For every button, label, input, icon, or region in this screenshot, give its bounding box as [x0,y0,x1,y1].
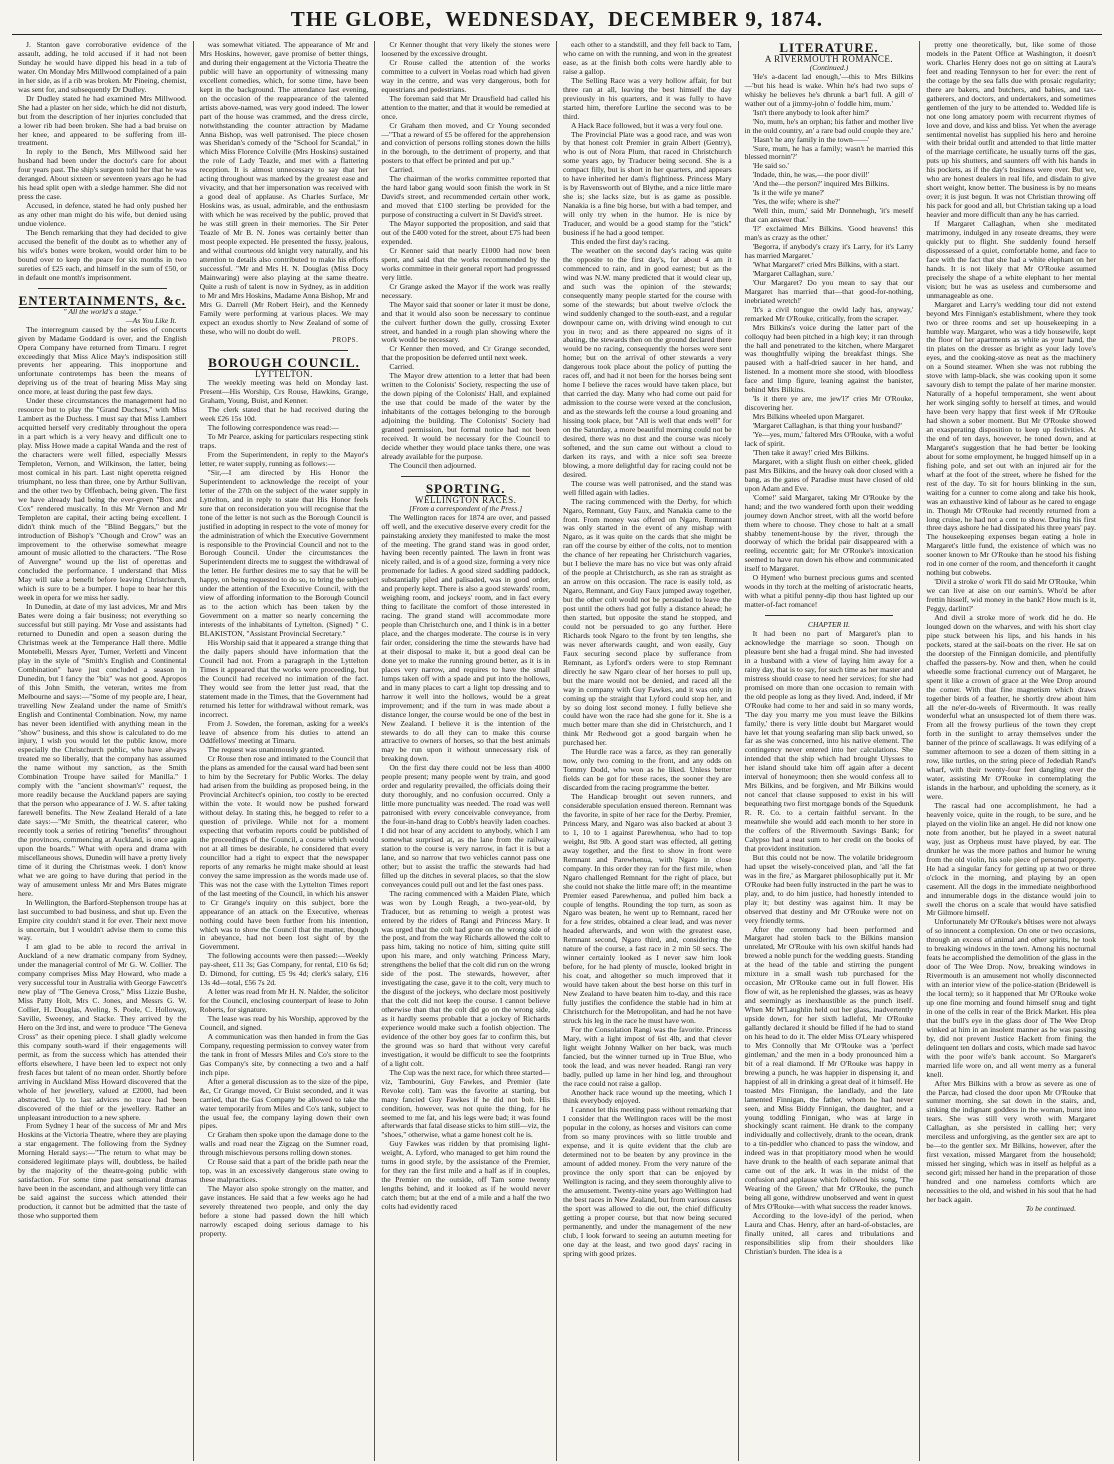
paragraph: 'He's a-dacent lad enough,'—this to Mrs Bilkins—'but his head is wake. Whin he's had two sups o' whisky he believes he's dhrunk a bar'l full. A gill o' wather out of a jimmy-john o' foddle him, mum.' [744,71,914,108]
borough-council-subheading: LYTTELTON. [255,369,313,380]
paragraph: 'Sure, mum, he has a family; wasn't he married this blessed mornin'?' [744,143,914,162]
paragraph: The rascal had one accomplishment, he had a heavenly voice, quite in the rough, to be sure, and he played on the violin like an angel. He did not know one note from another, but he played in a sweet natural way, just as Orpheus must have played, by ear. The drunker he was the more pathos and humor he wrung from the old violin, his sole piece of personal property. He had a singular fancy for getting up at two or three o'clock in the morning, and playing by an open casement. All the dogs in the immediate neighborhood and innumerable dogs in the distance would join to swell the chorus on a scale that would have satisfied Mr Gilmore himself. [926,801,1096,918]
paragraph: The racing commenced with a Maiden Plate, which was won by Lough Reagh, a two-year-old, by Traducer, but as returning to weigh a protest was entered by the riders of Rangi and Princess Mary. It was urged that the colt had gone on the wrong side of the post, and from the way Richards allowed the colt to pass him, taking no notice of him, sitting quite still upon his mare, and only watching Princess Mary, strengthens the belief that the colt did run on the wrong side of the post. The stewards, however, after investigating the case, gave it to the colt, very much to the disgust of the jockeys, who declare most positively that the colt did not keep the course. I cannot believe otherwise than that the colt did go on the wrong side, as it hardly seems probable that a jockey of Richards experience would make such a foolish objection. The evidence of the other boy goes far to confirm this, but the ground was so hard that without very careful investigation, it would be difficult to see the footprints of a light colt. [381,888,550,1068]
paragraph: 'It's a civil tongue the owld lady has, anyway,' remarked Mr O'Rouke, critically, from the scraper. [744,304,914,323]
paragraph: This ended the first day's racing. [571,236,670,246]
paragraph: The Mayor drew attention to a letter that had been written to the Colonists' Society, respecting the use of the down piping of the Colonists' Hall, and explained the use that could be made of the water by the inhabitants of the cottages belonging to the borough adjoining the building. The Colonists' Society had granted permission, but formal notice had not been received. It would be necessary for the Council to decide whether they would place tanks there, one was already available for the purpose. [381,371,550,461]
paragraph: The lease was read by his Worship, approved by the Council, and signed. [199,1014,369,1032]
paragraph: 'Ye—yes, mum,' faltered Mrs O'Rouke, with a woful lack of spirit. [744,430,914,448]
literature-subheading: A RIVERMOUTH ROMANCE. [764,54,894,64]
column-2 [194,41,376,1461]
paragraph: Mrs Bilkins's voice during the latter part of the colloquy had been pitched in a high key; it ran through the hall and penetrated to the kitchen, where Margaret was thoughtfully wiping the breakfast things. She paused with a half-dried saucer in her hand, and listened. In a moment more she stood, with bloodless face and limp figure, leaning against the banister, behind Mrs Bilkins. [744,322,914,395]
epigraph: " All the world's a stage." [63,306,142,316]
divider [220,350,349,351]
paragraph: From Sydney I hear of the success of Mr and Mrs Hoskins at the Victoria Theatre, where they are playing a star engagement. The following from the Sydney Morning Herald says:—"The return to what may be considered legitimate plays will, doubtless, be hailed by the majority of the theatre-going public with satisfaction. For some time past sensational dramas have been in the ascendant, and although very little can be said against the success which attended their production, it cannot but be admitted that the taste of those who supported them [18,1121,187,1220]
paragraph: The Handicap brought out seven runners, and considerable speculation ensued thereon. Remnant was the favorite, in spite of her race for the Derby. Premier, Princess Mary, and Ngaro was also backed at about 3 to 1, 10 to 1 against Parewhenua, who had to top weight, 8st 9lb. A good start was effected, all getting away together, and the first to show in front were Remnant and Parewhenua, with Ngaro in close company. In this order they ran for the first mile, when Ngaro challenged Remnant for the right of place, but she could not shake the little mare off; in the meantime Premier eased Parewhenua, and pulled him back a couple of lengths. Rounding the top turn, as soon as Ngaro was beaten, he went up to Remnant, raced her for a few strides, obtained a clear lead, and was never headed afterwards, and won with the greatest ease, Remnant second, Ngaro third, and, considering the nature of the course, a fast race in 2 min 50 secs. The winner certainly looked as I never saw him look before, for he had plenty of muscle, looked bright in his coat, and altogether so much improved that it would have taken about the best horse on this turf in New Zealand to have beaten him to-day, and this race fully justifies the confidence the stable had in him at Christchurch for the Metropolitan, and had he not have struck his leg in the race he must have won. [563,792,732,1025]
paragraph: In Wellington, the Barford-Stephenson troupe has at last succumbed to bad business, and shut up. Even the Empire city couldn't stand it for ever. Their next move is uncertain, but I wouldn't advise them to come this way. [18,897,187,943]
paragraph: 'Well thin, mum,' said Mr Donnehugh, 'it's meself that can answer that.' [744,206,914,225]
columns [12,41,1102,1461]
chapter-heading: CHAPTER II. [807,620,851,630]
paragraph: Guy Fawkes was ridden by that promising light-weight, A. Lyford, who managed to get him round the turns in good style, by the assistance of the Premier, for they ran the first mile and a half as if in couples, the Premier on the outside, off Tam some twenty lengths behind, and it looked as if he would never catch them; but at the end of a mile and a half the two colts had evidently raced [381,1139,550,1212]
paragraph: 'Our Margaret? Do you mean to say that our Margaret has married that—that good-for-nothing, inebriated wretch!' [744,277,914,305]
paragraph: 'Margaret Callaghan, is that thing your husband?' [752,421,902,431]
paragraph: each other to a standstill, and they fell back to Tam, who came on with the running, and won in the greatest ease, as at the finish both colts were hardly able to raise a gallop. [563,41,732,76]
paragraph: "Sir,—I am directed by His Honor the Superintendent to acknowledge the receipt of your letter of the 27th on the subject of the water supply in Lyttelton, and in reply to state that His Honor feels sure that on reconsideration you will recognise that the tone of the letter is not such as the Borough Council is justified in adopting in respect to the vote of money for the administration of which the Executive Government is responsible to the Provincial Council and not to the Borough Council. Under the circumstances the Superintendent directs me to suggest the withdrawal of the letter. He further desires me to say that he will be happy, on being requested to do so, to bring the subject under the attention of the Executive Council, with the view of affording information to the Borough Council as to the action which has been taken by the Government on a matter so nearly concerning the interests of the inhabitants of Lyttelton. (Signed) " C. BLAKISTON, "Assistant Provincial Secretary." [199,467,369,639]
paragraph: Margaret, with a slight flush on either cheek, glided past Mrs Bilkins, and the heavy oak door closed with a bang, as the gates of Paradise must have closed of old upon Adam and Eve. [744,456,914,493]
paragraph: 'Hasn't he any family in the town——' [752,134,870,144]
entertainments-heading: ENTERTAINMENTS, &c. [18,292,187,308]
paragraph: The request was unanimously granted. [207,745,325,755]
paragraph: Unfortunately Mr O'Rouke's bêtises were not always of so innocent a complexion. On one or two occasions, through an excess of animal and other spirits, he took to breaking windows in the town. Among his nocturnal feats he accomplished the demolition of the glass in the door of The Wee Drop. Now, breaking windows in Rivermouth is an amusement not wholly disconnected with an interior view of the police-station (Bridewell is the local term); so it happened that Mr O'Rouke woke up one fine morning and found himself snug and tight in one of the cells in rear of the Brick Market. His plea that the bull's eye in the glass door of The Wee Drop winked at him in an insolent manner as he was passing by, did not prevent Justice Hackett from fining the delinquent ten dollars and costs, which made sad havoc with the poor wife's bank account. So Margaret's married life wore on, and all went merry as a funeral knell. [926,917,1096,1079]
paragraph: The racing commenced with the Derby, for which Ngaro, Remnant, Guy Faux, and Nanakia came to the front. From money was offered on Ngaro, Remnant was only started in the event of any mishap with Ngaro, as it was quite on the cards that she might be ran off the course by either of the colts, not to mention the chance of her repeating her Christchurch vagaries, but I believe the mare has no vice but was only afraid of the people at Christchurch, as she ran as straight as an arrow on this occasion. The race is easily told, as Ngaro, Remnant, and Guy Faux jumped away together, but the other colt would not be persuaded to leave the post until the others had got fully a distance ahead; he then started, but opposite the stand he stopped, and could not be persuaded to go any further. Here Richards took Ngaro to the front by ten lengths, she was never afterwards caught, and won easily, Guy Faux securing second place by sufferance from Remnant, as Lyford's orders were to stop Remnant directly he saw Ngaro clear of her horses to pull up, but the mare would not be denied, and raced all the way in company with Guy Fawkes, and it was only in coming up the straight that Lyford could stop her, and by so doing lost second money. I fully believe she could have won the race had she gone for it. She is a much better mare than she did in Christchurch, and I think Mr Redwood got a good bargain when he purchased her. [563,496,732,748]
column-4 [557,41,739,1461]
paragraph: The foreman said that Mr Drausfield had called his attention to the matter, and that it would be remedied at once. [381,93,550,121]
paragraph: A communication was then handed in from the Gas Company, requesting permission to convey water from the tank in front of Messrs Miles and Co's store to the Gas Company's site, by connecting a two and a half inch pipe. [199,1031,369,1077]
paragraph: The following accounts were then passed:—Weekly pay-sheet, £11 3s; Gas Company, for rental, £10 6s 6d; D. Dimond, for cutting, £5 9s 4d; clerk's salary, £16 13s 4d—total, £56 7s 2d. [199,951,369,988]
paragraph: Carried. [389,362,414,372]
column-6 [920,41,1102,1461]
paragraph: The chairman of the works committee reported that the hard labor gang would soon finish the work in St David's street, and recommended certain other work, and moved that £100 sterling be provided for the purpose of constructing a culvert in St David's street. [381,174,550,220]
to-be-continued: To be continued. [1025,1203,1076,1213]
paragraph: According to the love-idyl of the period, when Laura and Chas. Henry, after an hard-of-obstacles, are finally united, all cares and tribulations and responsibilities slip from their shoulders like Christian's burden. The idea is a [744,1211,914,1256]
paragraph: was somewhat vitiated. The appearance of Mr and Mrs Hoskins, however, gave promise of better things, and during their engagement at the Victoria Theatre the public will have an opportunity of witnessing many excellent comedies, which, for some time, have been kept in the background. The attendance last evening, on the occasion of the reappearance of the talented artists above-named, was very good indeed. The lower part of the house was crammed, and the dress circle, notwithstanding the counter attraction by Madame Anna Bishop, was well patronised. The piece chosen was Sheridan's comedy of the "School for Scandal," in which Miss Florence Colville (Mrs Hoskins) sustained the role of Lady Teazle, and met with a flattering reception. It is almost unnecessary to say that her acting throughout was marked by the greatest ease and vivacity, and that her impersonation was received with a good deal of applause. As Charles Surface, Mr Hoskins was, as usual, admirable, and the enthusiasm with which he was received by the public, proved that he was still green in their memories. The Sir Peter Teazle of Mr B. N. Jones was certainly better than most people expected. He presented the fussy, jealous, and withal courteous old knight very naturally, and his attention to details also contributed to make his efforts successful. "Mr and Mrs H. N. Douglas (Miss Docy Mainwaring) were also playing at the same theatre. Quite a rush of talent is now in Sydney, as in addition to Mr and Mrs Hoskins, Madame Anna Bishop, Mr and Mrs G. Darrell (Mr Robert Heir), and the Kennedy Family were performing at various places. We may expect an exodus shortly to New Zealand of some of these, who will no doubt do well. [199,41,369,336]
masthead-day: WEDNESDAY, [445,7,596,31]
masthead-title: THE GLOBE, [290,7,433,31]
paragraph: pretty one theoretically, but, like some of those models in the Patent Office at Washington, it doesn't work. Charles Henry does not go on sitting at Laura's feet and reading Tennyson to her for ever: the rent of the cottage by the sea falls due with prosaic regularity; there are bakers, and butchers, and babies, and tax-gatherers, and doctors, and undertakers, and sometimes gentlemen of the jury to be attended to. Wedded life is not one long amatory poem with recurrent rhymes of love and dove, and kiss and bliss. Yet when the average sentimental novelist has supplied his hero and heroine with their bridal outfit and attended to that little matter of the marriage certificate, he usually turns off the gas, puts up his shutters, and saunters off with his hands in his pockets, as if the day's business were over. But we, who are honest dealers in real life, and disdain to give short weight, know better. The business is by no means over; it is just begun. It was not Christian throwing off his pack for good and all, but Christian taking up a load heavier and more difficult than any he has carried. [926,41,1096,220]
paragraph: O Hymen! who burnest precious gums and scented woods in thy torch at the melting of aristocratic hearts, with what a pitiful penny-dip thou hast lighted up our matter-of-fact romance! [744,573,914,610]
paragraph: Cr Kenner then moved, and Cr Grange seconded, that the proposition be deferred until next week. [381,344,550,363]
epigraph-attribution: —As You Like It. [125,315,177,325]
paragraph: On the first day there could not be less than 4000 people present; many people went by train, and good order and regularity prevailed, the officials doing their duty thoroughly, and no confusion occurred. Only a little more punctuality was needed. The road was well patronised with every conceivable conveyance, from the four-in-hand drag to Cobb's heavily laden coaches. I did not hear of any accident to anybody, which I am somewhat surprised at, as the lane from the railway station to the course is very narrow, in fact it is but a lane, and so narrow that two vehicles cannot pass one other; but to assist the traffic the stewards had had filled up the ditches in several places, so that the slow conveyances could pull out and let the fast ones pass. [381,763,550,889]
paragraph: Cr Rouse called the attention of the works committee to a culvert in Voelas road which had given way in the centre, and was very dangerous, both for equestrians and pedestrians. [381,57,550,94]
paragraph: 'And the—the person?' inquired Mrs Bilkins. [752,179,890,189]
column-5 [739,41,921,1461]
paragraph: The Cup was the next race, for which three started—viz, Tambourini, Guy Fawkes, and Premier (late Revoke colt). Tam was the favorite at starting, but many fancied Guy Fawkes if he did not bolt. His condition, however, was not quite the thing, for he seemed to me fat, and his legs were bad; it was found afterwards that fatal disease sticks to him still—viz, the "shoes," otherwise, what a game honest colt he is. [381,1067,551,1140]
sporting-heading: SPORTING. [425,480,506,496]
paragraph: For the Consolation Rangi was the favorite. Princess Mary, with a light impost of 6st 4lb, and that clever light weight Johnny Walker on her back, was much fancied, but the winner turned up in True Blue, who took the lead, and was never headed. Rangi ran very badly, pulled up lame in her hind leg, and throughout the race could not raise a gallop. [563,1024,732,1088]
paragraph: A Hack Race followed, but it was a very foul one. [571,120,723,130]
paragraph: A letter was read from Mr H. N. Nalder, the solicitor for the Council, enclosing counterpart of lease to John Roberts, for signature. [199,987,369,1015]
paragraph: Cr Graham then spoke upon the damage done to the walls and road near the Zigzag on the Sumner road, through mischievous persons rolling down stones. [199,1130,369,1158]
paragraph: 'Margaret Callaghan, sure.' [752,268,835,278]
paragraph: 'Begorra, if anybody's crazy it's Larry, for it's Larry has married Margaret.' [744,242,914,260]
paragraph: Another hack race wound up the meeting, which I think everybody enjoyed. [563,1087,732,1106]
paragraph: 'Come!' said Margaret, taking Mr O'Rouke by the hand; and the two wandered forth upon their wedding journey down Anchor street, with all the world before them where to choose. They chose to halt at a small shabby tenement-house by the river, through the doorway of which the bridal pair disappeared with a reeling, eccentric gait; for Mr O'Rouke's intoxication seemed to have run down his elbow and communicated itself to Margaret. [744,492,914,574]
paragraph: Cr Rouse said that a part of the bridle path near the top, was in an excessively dangerous state owing to these malpractices. [199,1157,369,1185]
paragraph: After Mrs Bilkins with a brow as severe as one of the Parcæ, had closed the door upon Mr O'Rouke that summer morning, she sat down in the stairs, and, sinking the indignant goddess in the woman, burst into tears. She was still very wroth with Margaret Callaghan, as she persisted in calling her; very merciless and unforgiving, as the gentler sex are apt to be—to the gentler sex. Mr Bilkins, however, after the first vexation, missed Margaret from the household; missed her singing, which was in itself as helpful as a second girl; missed her hand in the preparation of those hundred and one nameless comforts which are necessities to the old, and wished in his soul that he had her back again. [926,1078,1096,1204]
paragraph: The weather on the second day's racing was quite the opposite to the first day's, for about 4 am it commenced to rain, and in good earnest; but as the wind was N.W. many predicted that it would clear up, and such was the opinion of the stewards; consequently many people started for the course with some of the stewards; but about twelve o'clock the wind suddenly changed to the south-east, and a regular downpour came on, with driving wind enough to cut you in two; and as there appeared no signs of it abating, the stewards then on the ground declared there would be no racing, consequently the horses were sent home; but on the arrival of other stewards a very dangerous took place about the policy of putting the races off, and had it not been for the horses being sent home I believe the races would have taken place, but that carried the day. Many who had come out paid for admission to the course were vexed at the conclusion, and as the stewards left the course a loud groaning and hissing took place, but "All is well that ends well" for on the Saturday, a more beautiful morning could not be desired, there was no dust and the course was nicely softened, and the sun came out without a cloud to darken its rays, and with a nice soft sea breeze blowing, a more delightful day for racing could not be desired. [563,245,732,479]
paragraph: I am glad to be able to record the arrival in Auckland of a new dramatic company from Sydney, under the managerial control of Mr G. W. Collier. The company comprises Miss May Howard, who made a very successful tour in Australia with George Fawcett's new play of "The Geneva Cross," Miss Lizzie Bushe, Miss Patty Holt, Mrs C. Jones, and Messrs G. W. Collier, H. Douglas, Aveling, S. Poole, C. Holloway, Saville, Sweeney, and Stacke. They arrived by the Hero on the 3rd inst, and were to produce "The Geneva Cross" as their opening piece. I shall gladly welcome this company south-ward if their engagements will permit, as from the success which has attended their efforts elsewhere, I have been led to expect not only fresh faces but talent of no mean order. Shortly before arriving in Auckland Miss Howard discovered that the whole of her jewellery, valued at £2000, had been abstracted. Up to last advices no trace had been discovered of the thief or the jewellery. Rather an unpleasant introduction to a new sphere. [18,942,187,1122]
paragraph: 'He said so.' [752,161,789,171]
paragraph: 'Isn't there anybody to look after him?' [752,107,870,117]
paragraph: Under these circumstances the management had no resource but to play the "Grand Duchess," with Miss Lambert as the Duchess. I must say that Miss Lambert acquitted herself very creditably throughout the opera in a part which is a very heavy and difficult one to play. Miss Howe made a capital Wanda and the rest of the characters were well filled, especially Messrs Templeton, Vernon, and Wilkinson, the latter, being most comical in his part. Last night operetta reigned triumphant, no less than three, one by Arthur Sullivan, and the other two by Offenbach, being given. The first we have already had being the ever-green "Box and Cox" rendered musically. In this Mr Vernon and Mr Templeton are capital, their acting being excellent. I didn't think much of the "Blind Beggars," but the introduction of Bishop's "Chough and Crow" was an improvement to the otherwise somewhat meagre amount of music allotted to the characters. "The Rose of Auvergne" wound up the list of operettas and concluded the performance. I understand that Miss May will take a benefit before leaving Christchurch, which is sure to be a bumper. I hope to hear her this week in opera for we miss her sadly. [18,396,187,603]
borough-council-heading: BOROUGH COUNCIL. [208,355,360,371]
paragraph: 'What Margaret?' cried Mrs Bilkins, with a start. [752,259,900,269]
byline: [From a correspondent of the Press.] [409,503,523,513]
paragraph: The interregnum caused by the series of concerts given by Madame Goddard is over, and the English Opera Company have returned from Timaru. I regret exceedingly that Miss Alice May's indisposition still prevents her appearing. This inopportune and unfortunate contretemps has been the means of depriving us of the treat of hearing Miss May sing once more, at least during the past few days. [18,324,187,397]
paragraph: 'Divil a stroke o' work I'll do said Mr O'Rouke, 'whin we can live at aise on our earnin's. Who'd be after frettin hisself, wid money in the bank? How much is it, Peggy, darlint?' [926,577,1096,614]
paragraph: After the ceremony had been performed and Margaret had stolen back to the Bilkins mansion unrelated, Mr O'Rouke with his own skilful hands had brewed a noble punch for the wedding guests. Standing at the head of the table and stirring the pungent mixture in a small wash tub purchased for the occasion, Mr O'Rouke came out in full flower. His flow of wit, as he replenished the glasses, was as heavy and seemingly as inexhaustible as the punch itself. When Mr M'Laughlin held out her glass, inadvertently upside down, for her sixth ladleful, Mr O'Rouke gallantly declared it should be filled if he had to stand on his head to do it. The elder Miss O'Leary whispered to Mrs Connolly that Mr O'Rouke was a 'perfect gintleman,' and the men in a body pronounced him a bit of a real diamond. If Mr O'Rouke was happy in brewing a punch, he was happier in dispensing it, and happiest of all in drinking a great deal of it himself. He toasted Mrs Finnigan, the landlady, and the late lamented Finnigan, the father, whom he had never seen, and Miss Biddy Finnigan, the daughter, and a young toddling Finnigan, who was at large in shockingly scant raiment. He drank to the company individually and collectively, drank to the ocean, drank to a tin-peddler who chanced to pass the window, and indeed was in that propitiatory mood when he would have drunk to the health of each separate animal that came out of the ark. It was in the midst of the confusion and applause which followed his song, 'The Wearing of the Green,' that Mr O'Rouke, the punch being all gone, withdrew unobserved and went in quest of Mrs O'Rouke—with what success the reader knows. [744,924,914,1212]
paragraph: From the Superintendent, in reply to the Mayor's letter, re water supply, running as follows:— [199,449,369,468]
paragraph: Cr Kenner thought that very likely the stones were loosened by the excessive drought. [381,41,550,58]
sporting-subheading: WELLINGTON RACES. [415,494,517,505]
paragraph: Mrs Bilkins wheeled upon Margaret. [752,412,865,422]
paragraph: Cr Graham then moved, and Cr Young seconded—"That a reward of £5 be offered for the apprehension and conviction of persons rolling stones down the hills in the borough, to the detriment of property, and that posters to that effect be printed and put up." [381,120,550,166]
literature-heading: LITERATURE. [779,41,879,55]
paragraph: The Bench remarking that they had decided to give accused the benefit of the doubt as to whether any of his wife's bones were broken, would order him to be bound over to keep the peace for six months in two sureties of £25 each, and himself in the sum of £50, or in default one month's imprisonment. [18,228,187,282]
paragraph: And divil a stroke more of work did he do. He lounged down on the wharves, and with his short clay pipe stuck between his lips, and his hands in his pockets, stared at the sail-boats on the river. He sat on the doorstep of the Finnigan domicile, and plentifully chaffed the passers-by. Now and then, when he could wheedle some fractional currency out of Margaret, he spent it like a crown of grace at the Wee Drop around the corner. With that fine magnetism which draws together birds of a feather, he shortly drew about him all the ne'er-do-weels of Rivermouth. It was really wonderful what an unsuspected lot of them there was. From all the frowsy purlieus of the town they crept forth in the sunlight to array themselves under the banner of the prince of scallawags. It was edifying of a summer afternoon to see a dozen of them sitting in a row, like turtles, on the string piece of Jedediah Rand's wharf, with their twenty-four feet dangling over the water, assisting Mr O'Rouke in contemplating the islands in the harbour, and upholding the scenery, as it were. [926,613,1096,802]
masthead [12,0,1102,35]
paragraph: J. Stanton gave corroborative evidence of the assault, adding, he told accused if it had not been Sunday he would have dipped his head in a tub of water. On Monday Mrs Millwood complained of a pain in her side, as if a rib was broken. Mr Pineing, chemist, was sent for, and subsequently Dr Dudley. [18,41,187,94]
paragraph: In Dunedin, at date of my last advices, Mr and Mrs Bates were doing a fair business; not everything so successful but still paying. Mr Vose and assistants had returned to Dunedin and open a season during the Christmas week at the Temperance Hall there. Mdlle Montebelli, Messrs Ayer, Turner, Verletti and Vincent play in the style of "Smith's English and Continental Combination" have just concluded a season in Dunedin, but I fancy the "biz" was not good. Apropos of this John Smith, the veteran, writes me from Melbourne and says:—"Some of my people are, I hear, travelling New Zealand under the name of Smith's English and Continental Combination. Now, my name has never been identified with anything mean in the "show" business, and this show is calculated to do me injury, I wish you would let the public know, more especially the Christchurch public, who have always treated me so liberally, that the company has assumed the name without my sanction, as the Smith Combination Troupe have sailed for Manilla." I comply with the "ancient showman's" request, the more readily because the Auckland papers are saying that the person who appearance of J. W. S. after taking farewell benefits. The New Zealand Herald of a late date says:—"Mr Smith, the theatrical caterer, who recently took a series of retiring "benefits" throughout the provinces, commencing at Auckland, is once again upon the boards." What with opera and drama with miscellaneous shows, Dunedin will have a pretty lively time of it during the Christmas week. I don't know what we are going to have during that period in the way of amusement unless Mr and Mrs Bates migrate here. [18,602,187,898]
paragraph: The Council then adjourned. [389,460,477,470]
paragraph: Accused, in defence, stated he had only pushed her as any other man might do his wife, but denied using undue violence. [18,201,187,229]
paragraph: 'Is it there ye are, me jew'l?' cries Mr O'Rouke, discovering her. [744,394,914,413]
column-1 [12,41,194,1461]
paragraph: It had been no part of Margaret's plan to acknowledge the marriage so soon. Though on pleasure bent she had a frugal mind. She had invested in a husband with a view of laying him away for a rainy day, that is to say, for such time as her master and mistress should cease to need her services; for she had promised on more than one occasion to remain with the old people as long as they lived. And, indeed, if Mr O'Rouke had come to her and said in so many words, 'The day you marry me you must leave the Bilkins family,' there is very little doubt but Margaret would have let that young seafaring man slip back unwed, so far as she was concerned, into his native element. The contingency never entered into her calculations. She intended that the ship which had brought Ulysses to her island should take him off again after a decent interval of honeymoon; then she would confess all to Mrs Bilkins, and be forgiven, and Mr Bilkins would not cancel that clause supposed to exist in his will bequeathing two first mortgage bonds of the Squedunk R. R. Co. to a certain faithful servant. In the meanwhile she would add each month to her store in the coffers of the Rivermouth Savings Bank; for Calypso had a neat sum to her credit on the books of that provident institution. [744,629,914,853]
paragraph: The weekly meeting was held on Monday last. Present—His Worship, Crs Rouse, Hawkins, Grange, Graham, Young, Buist, and Kenner. [199,378,369,406]
paragraph: Cr Rouse then rose and intimated to the Council that the plans as amended for the causal ward had been sent to him by the Secretary for Public Works. The delay had arisen from the building as proposed being, in the Provincial Architect's opinion, too costly to be erected within the vote. It would now be pushed forward without delay. In stating this, he begged to refer to a question of privilege. While not for a moment expecting that verbatim reports could be published of the proceedings of the Council, a course which would not at all times be desirable, he considered that every councillor had a right to expect that the newspaper reports of any remarks he might make should at least convey the same impression as the words made use of. This was not the case with the Lyttelton Times report of the last meeting of the Council, in which his answer to Cr Grange's inquiry on this subject, bore the appearance of an attack on the Executive, whereas nothing could have been further from his intention, which was to show the Council that the matter, though in abeyance, had not been lost sight of by the Government. [199,754,369,952]
paragraph: But this could not be now. The volatile bridegroom had upset the wisely-conceived plan, and 'all the fat was in the fire,' as Margaret philosophically put it. Mr O'Rouke had been fully instructed in the part he was to play, and, to do him justice, had honestly intended to play it; but destiny was against him. It may be observed that destiny and Mr O'Rouke were not on very friendly terms. [744,852,914,925]
paragraph: The Mayor said that sooner or later it must be done, and that it would also soon be necessary to continue the culvert further down the gully, crossing Exeter street, and handed in a rough plan showing where the work would be necessary. [381,299,550,345]
paragraph: The course was well patronised, and the stand was well filled again with ladies. [563,478,732,497]
paragraph: Cr Grange asked the Mayor if the work was really necessary. [381,281,550,300]
paragraph: I cannot let this meeting pass without remarking that I consider that the Wellington races will be the most popular in the colony, as horses and visitors can come from so many provinces with so little trouble and expense, and it is quite evident that the club are determined not to be beaten by any province in the amount of added money. From the very nature of the province the only sport that can be enjoyed by Wellington is racing, and they seem thoroughly alive to the amusement. Twenty-nine years ago Wellington had the best races in New Zealand, but from various causes the sport was allowed to die out, the chief difficulty getting a proper course, but that now being secured permanently, and under the management of the new club, I look forward to seeing an autumn meeting for one day at the least, and two good days' racing in spring with good prizes. [563,1105,732,1258]
paragraph: 'Is it the wife ye mane?' [752,188,825,198]
paragraph: The Selling Race was a very hollow affair, for but three ran at all, leaving the best himself the day previously in his quarters, and it was fully to have started him, therefore Lurline the second was to be third. [563,75,732,121]
paragraph: 'Then take it away!' cried Mrs Bilkins. [752,447,870,457]
paragraph: 'No, mum, he's an orphan; his father and mother live in the ould country, an' a rare bad ould couple they are.' [744,116,914,135]
paragraph: If Margaret Callaghan, when she meditated matrimony, indulged in any roseate dreams, they were quickly put to flight. She suddenly found herself dispossessed of a quiet, comfortable home, and face to face with the fact that she had a white elephant on her hands. It is not likely that Mr O'Rouke assumed precisely the shape of a white elephant to her mental vision; but he was as useless and cumbersome and unmanageable as one. [926,219,1096,300]
paragraph: The Hurdle race was a farce, as they ran generally now, only two coming to the front, and any odds on Tommy Dodd, who won as he liked. Unless better fields can be got for these races, the sooner they are discarded from the racing programme the better. [563,747,732,793]
paragraph: The clerk stated that he had received during the week £26 15s 10d. [199,405,369,424]
paragraph: His Worship said that it appeared a strange thing that the daily papers should have information that the Council had not. From a paragraph in the Lyttelton Times it appeared that the works were proceeding, but the Council had received no intimation of the fact. They would see from the letter just read, that the statement made in the Times, that the Government had returned his letter for withdrawal without remark, was incorrect. [199,638,369,719]
divider [38,288,167,289]
column-3 [375,41,557,1461]
paragraph: In reply to the Bench, Mrs Millwood said her husband had been under the doctor's care for about four years past. The ship's surgeon told her that he was deranged. About sixteen or seventeen years ago he had his head split open with a sledge hammer. She did not press the case. [18,147,187,202]
paragraph: The following correspondence was read:— [207,423,339,433]
paragraph: Margaret and Larry's wedding tour did not extend beyond Mrs Finnigan's establishment, where they took two or three rooms and set up housekeeping in a humble way. Margaret, who was a tidy housewife, kept the floor of her apartments as white as your hand, the tin plates on the dresser as bright as your lady love's eyes, and the cooking-stove as neat as the machinery on a Sound steamer. When she was not rubbing the stove with lamp-black, she was cooking upon it some savoury dish to tempt the palate of her marine monster. Naturally of a hopeful temperament, she went about her work singing softly to herself at times, and would have been very happy that first week if Mr O'Rouke had shown a sober moment. But Mr O'Rouke showed an exasperating disposition to keep up festivities. At the end of ten days, however, he toned down, and at Margaret's suggestion that he had better be looking about for some employment, he hugged himself up in a fishing pole, and set out with an injured air for the wharf at the foot of the street, where he fished for the rest of the day. To sit for hours blinking in the sun, waiting for a cunner to come along and take his hook, was an exhaustive kind of labour as he cared to engage in. Though Mr O'Rouke had recently returned from a long cruise, he had not a cent to show. During his first three days ashore he had dissipated his three years' pay. The housekeeping expenses began eating a hole in Margaret's little fund, the existence of which was no sooner known to Mr O'Rouke than he stood his fishing rod in one corner of the room, and thenceforth it caught nothing but cobwebs. [926,299,1096,578]
paragraph: To Mr Pearce, asking for particulars respecting stink traps. [199,432,369,451]
signature: PROPS. [332,336,359,345]
divider [401,476,530,477]
paragraph: Carried. [389,165,414,175]
paragraph: Cr Kenner said that nearly £1000 had now been spent, and said that the works recommended by the works committee in their general report had progressed very little. [381,245,550,282]
paragraph: 'Yes, the wife; where is she?' [752,197,840,207]
paragraph: The Provincial Plate was a good race, and was won by that honest colt Premier in grain Albert (Gentry), who is out of Nora Plum, that raced in Christchurch some years ago, by Traducer being second. She is a compact filly, but is short in her quarters, and appears to have inherited her dam's flightiness. Princess Mary is by Ravensworth out of Blythe, and a nice little mare she is; she lacks size, but is as game as possible. Nanakia is a fine big horse, but with a bad temper, and will only try when in the humor. He is nice by Traducer, and would be a good stamp for the "stick" business if he had a good temper. [563,129,732,238]
paragraph: The Wellington races for 1874 are over, and passed off well, and the executive deserve every credit for the painstaking anxiety they manifested to make the most of the meeting. The grand stand was in good order, having been recently painted. The lawn in front was nicely railed, and is of a good size, forming a very nice promenade for ladies. A good sized saddling paddock, substantially piled and palisaded, was in good order, and properly kept. There is also a good stewards' room, weighing room, and jockeys' room, and in fact every thing to facilitate the comfort of those interested in racing. The grand stand will accommodate more people than Christchurch one, and I think is in a better place, and the charges moderate. The course is in very fair order, considering the time the stewards have had at their disposal to make it, but a good deal can be done yet to make the running ground better, as it is in places very narrow, and requires to have the small lumps taken off with a spade and put into the hollows, and in many places to cart a light top dressing and to harrow it well into the hollows, would be a great improvement; and if the turn in was made about a distance longer, the course would be one of the best in New Zealand. I believe it is the intention of the stewards to do all they can to make this course attractive to owners of horses, so that the best animals may be run upon it without unnecessary risk of breaking down. [381,512,550,764]
paragraph: The Mayor supported the proposition, and said that out of the £400 voted for the street, about £75 had been expended. [381,219,550,246]
masthead-date: DECEMBER 9, 1874. [608,7,824,31]
paragraph: Dr Dudley stated he had examined Mrs Millwood. She had a plaster on her side, which he did not disturb, but from the description of her injuries concluded that a lower rib had been broken. She had a bad bruise on her knee, and appeared to be suffering from ill-treatment. [18,93,187,148]
paragraph: 'I?' exclaimed Mrs Bilkins. 'Good heavens! this man's as crazy as the other.' [744,224,914,243]
paragraph: From J. Sowden, the foreman, asking for a week's leave of absence from his duties to attend an Oddfellows' meeting at Timaru. [199,718,369,746]
continued-note: (Continued.) [809,62,849,72]
divider [765,615,894,616]
paragraph: The Mayor also spoke strongly on the matter, and gave instances. He said that a few weeks ago he had severely threatened two people, and only the day before a stone had passed down the hill which narrowly escaped doing serious damage to his property. [199,1184,369,1238]
paragraph: After a general discussion as to the size of the pipe, &c, Cr Grange moved, Cr Buist seconded, and it was carried, that the Gas Company be allowed to take the water temporarily from Miles and Co's tank, subject to the usual fee, the company laying down their own pipes. [199,1076,369,1131]
paragraph: 'Indade, thin, he was,—the poor divil!' [752,170,870,180]
